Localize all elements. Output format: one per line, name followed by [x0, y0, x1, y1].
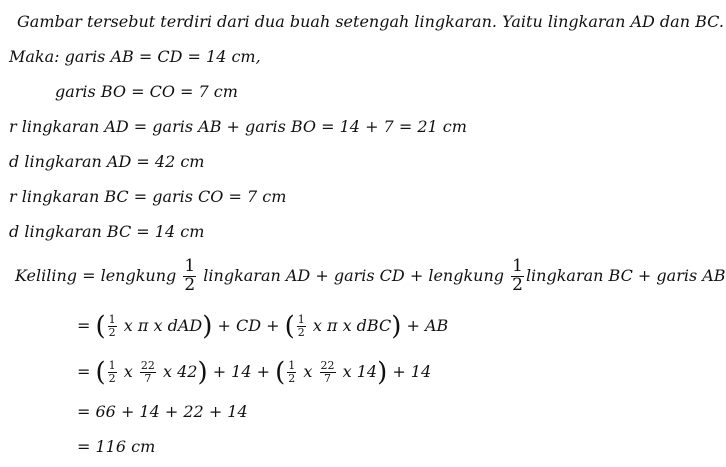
intro-line: Gambar tersebut terdiri dari dua buah setengah lingkaran. Yaitu lingkaran AD dan BC.	[17, 12, 724, 31]
paren-open: (	[284, 311, 295, 342]
term-cd: + CD +	[217, 316, 280, 335]
term-14: + 14 +	[212, 362, 271, 381]
step-3: = 66 + 14 + 22 + 14	[77, 402, 248, 421]
keliling-formula	[15, 256, 726, 296]
fraction-22-7: $\frac{22}{7}$	[320, 359, 335, 385]
times-sign: x	[303, 362, 313, 381]
fraction-half: $\frac{1}{2}$	[512, 256, 523, 295]
fraction-half: $\frac{1}{2}$	[297, 313, 305, 339]
keliling-text-a: Keliling = lengkung	[15, 266, 177, 285]
times-sign: x	[123, 362, 133, 381]
step-1	[77, 310, 448, 342]
term-ab: + AB	[406, 316, 449, 335]
diameter-ad: d lingkaran AD = 42 cm	[9, 152, 205, 171]
fraction-half: $\frac{1}{2}$	[108, 359, 116, 385]
paren-close: )	[202, 311, 213, 342]
paren-close: )	[391, 311, 402, 342]
term-bc: x π x dBC	[312, 316, 392, 335]
paren-open: (	[275, 357, 286, 388]
radius-bc: r lingkaran BC = garis CO = 7 cm	[9, 187, 287, 206]
fraction-half: $\frac{1}{2}$	[108, 313, 116, 339]
keliling-text-c: lingkaran BC + garis AB	[525, 266, 726, 285]
term-ad: x π x dAD	[123, 316, 203, 335]
equals-sign: =	[77, 316, 91, 335]
step-4-result: = 116 cm	[77, 437, 156, 456]
paren-open: (	[95, 357, 106, 388]
term-42: x 42	[162, 362, 198, 381]
step-2	[77, 356, 431, 388]
term-14-last: + 14	[392, 362, 432, 381]
keliling-text-b: lingkaran AD + garis CD + lengkung	[203, 266, 505, 285]
given-ab-cd: Maka: garis AB = CD = 14 cm,	[9, 47, 261, 66]
fraction-22-7: $\frac{22}{7}$	[140, 359, 155, 385]
fraction-half: $\frac{1}{2}$	[288, 359, 296, 385]
given-bo-co: garis BO = CO = 7 cm	[55, 82, 238, 101]
diameter-bc: d lingkaran BC = 14 cm	[9, 222, 205, 241]
paren-close: )	[377, 357, 388, 388]
radius-ad: r lingkaran AD = garis AB + garis BO = 14 + 7 = 21 cm	[9, 117, 467, 136]
paren-close: )	[197, 357, 208, 388]
equals-sign: =	[77, 362, 91, 381]
paren-open: (	[95, 311, 106, 342]
fraction-half: $\frac{1}{2}$	[184, 256, 196, 295]
term-14-inner: x 14	[342, 362, 378, 381]
